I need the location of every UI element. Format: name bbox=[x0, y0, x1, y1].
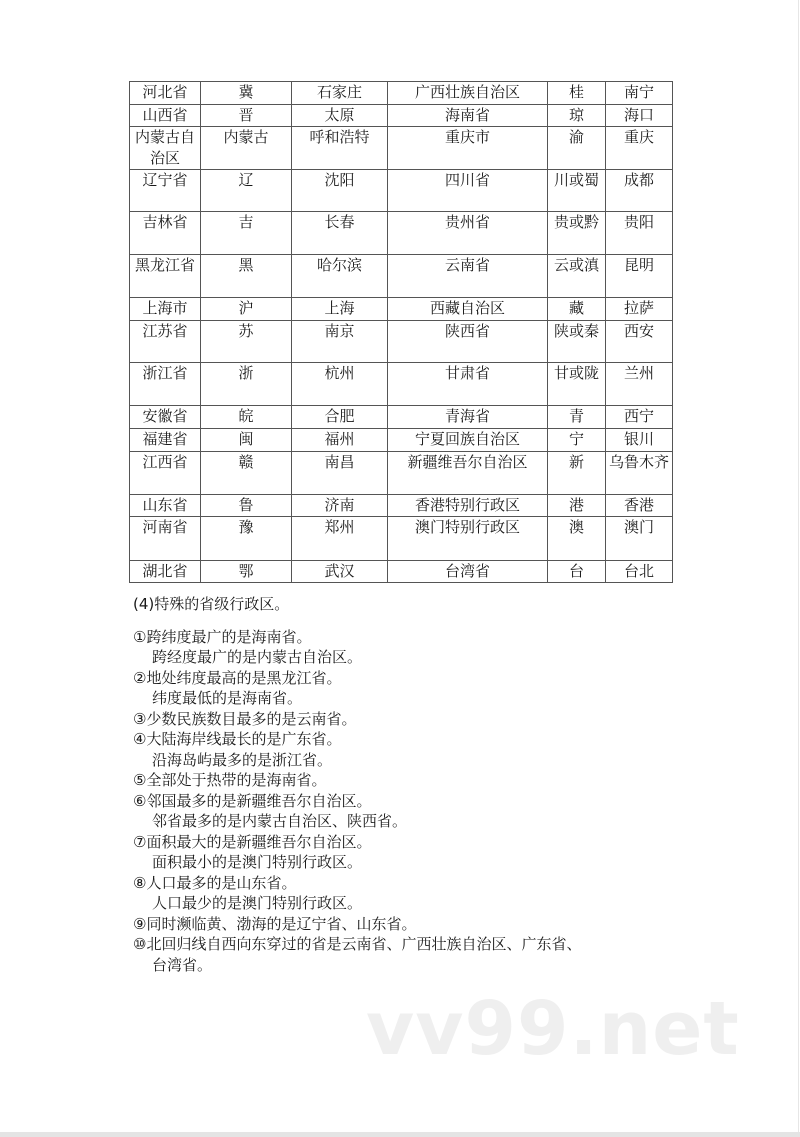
table-cell: 合肥 bbox=[292, 406, 388, 429]
table-cell: 川或蜀 bbox=[548, 170, 606, 212]
table-cell: 黑龙江省 bbox=[130, 255, 201, 298]
table-cell: 沪 bbox=[201, 298, 292, 321]
table-cell: 甘肃省 bbox=[388, 363, 548, 406]
table-cell: 闽 bbox=[201, 429, 292, 452]
table-cell: 宁夏回族自治区 bbox=[388, 429, 548, 452]
watermark: vv99.net bbox=[366, 986, 740, 1072]
table-cell: 广西壮族自治区 bbox=[388, 82, 548, 105]
table-cell: 桂 bbox=[548, 82, 606, 105]
list-item: ②地处纬度最高的是黑龙江省。 bbox=[133, 668, 342, 687]
table-cell: 拉萨 bbox=[606, 298, 673, 321]
section-heading: (4)特殊的省级行政区。 bbox=[133, 595, 290, 613]
table-cell: 杭州 bbox=[292, 363, 388, 406]
table-row bbox=[130, 363, 673, 406]
list-item: 人口最少的是澳门特别行政区。 bbox=[152, 894, 363, 912]
table-cell: 郑州 bbox=[292, 517, 388, 561]
table-cell: 冀 bbox=[201, 82, 292, 105]
table-row bbox=[130, 255, 673, 298]
special-provinces-section bbox=[133, 594, 693, 975]
table-row bbox=[130, 127, 673, 170]
table-cell: 贵州省 bbox=[388, 212, 548, 255]
table-cell: 陕西省 bbox=[388, 321, 548, 363]
list-item: 邻省最多的是内蒙古自治区、陕西省。 bbox=[152, 812, 408, 830]
table-cell: 太原 bbox=[292, 105, 388, 127]
list-item: 台湾省。 bbox=[152, 955, 213, 974]
table-cell: 陕或秦 bbox=[548, 321, 606, 363]
table-cell: 乌鲁木齐 bbox=[606, 452, 673, 495]
table-cell: 澳 bbox=[548, 517, 606, 561]
table-cell: 澳门 bbox=[606, 517, 673, 561]
table-cell: 苏 bbox=[201, 321, 292, 363]
table-cell: 内蒙古 bbox=[201, 127, 292, 170]
table-cell: 西安 bbox=[606, 321, 673, 363]
table-cell: 渝 bbox=[548, 127, 606, 170]
table-cell: 湖北省 bbox=[130, 561, 201, 583]
table-row bbox=[130, 170, 673, 212]
table-cell: 西宁 bbox=[606, 406, 673, 429]
list-item: ③少数民族数目最多的是云南省。 bbox=[133, 709, 357, 728]
table-row bbox=[130, 321, 673, 363]
table-cell: 皖 bbox=[201, 406, 292, 429]
table-cell: 辽宁省 bbox=[130, 170, 201, 212]
table-row bbox=[130, 517, 673, 561]
table-cell: 重庆 bbox=[606, 127, 673, 170]
table-cell: 南宁 bbox=[606, 82, 673, 105]
table-cell: 江苏省 bbox=[130, 321, 201, 363]
table-cell: 上海市 bbox=[130, 298, 201, 321]
table-cell: 新 bbox=[548, 452, 606, 495]
list-item: ④大陆海岸线最长的是广东省。 bbox=[133, 730, 342, 748]
table-cell: 赣 bbox=[201, 452, 292, 495]
table-cell: 呼和浩特 bbox=[292, 127, 388, 170]
table-cell: 福州 bbox=[292, 429, 388, 452]
table-cell: 黑 bbox=[201, 255, 292, 298]
list-item: 面积最小的是澳门特别行政区。 bbox=[152, 853, 363, 871]
table-cell: 河南省 bbox=[130, 517, 201, 561]
table-cell: 江西省 bbox=[130, 452, 201, 495]
table-row bbox=[130, 495, 673, 517]
table-cell: 重庆市 bbox=[388, 127, 548, 170]
table-cell: 内蒙古自治区 bbox=[130, 127, 201, 170]
table-cell: 台北 bbox=[606, 561, 673, 583]
table-row bbox=[130, 452, 673, 495]
table-cell: 哈尔滨 bbox=[292, 255, 388, 298]
table-row bbox=[130, 82, 673, 105]
table-cell: 青 bbox=[548, 406, 606, 429]
list-item: ⑨同时濒临黄、渤海的是辽宁省、山东省。 bbox=[133, 914, 417, 933]
table-cell: 河北省 bbox=[130, 82, 201, 105]
table-cell: 吉 bbox=[201, 212, 292, 255]
table-cell: 晋 bbox=[201, 105, 292, 127]
table-cell: 吉林省 bbox=[130, 212, 201, 255]
table-row bbox=[130, 212, 673, 255]
table-cell: 云南省 bbox=[388, 255, 548, 298]
table-cell: 藏 bbox=[548, 298, 606, 321]
table-cell: 兰州 bbox=[606, 363, 673, 406]
table-cell: 琼 bbox=[548, 105, 606, 127]
table-cell: 甘或陇 bbox=[548, 363, 606, 406]
table-cell: 福建省 bbox=[130, 429, 201, 452]
list-item: 纬度最低的是海南省。 bbox=[152, 689, 303, 707]
table-cell: 安徽省 bbox=[130, 406, 201, 429]
table-row bbox=[130, 429, 673, 452]
table-cell: 济南 bbox=[292, 495, 388, 517]
table-cell: 海口 bbox=[606, 105, 673, 127]
table-cell: 上海 bbox=[292, 298, 388, 321]
list-item: ⑥邻国最多的是新疆维吾尔自治区。 bbox=[133, 791, 372, 810]
table-row bbox=[130, 298, 673, 321]
table-cell: 云或滇 bbox=[548, 255, 606, 298]
table-cell: 香港 bbox=[606, 495, 673, 517]
list-item: ⑤全部处于热带的是海南省。 bbox=[133, 771, 327, 789]
table-cell: 长春 bbox=[292, 212, 388, 255]
list-item: 跨经度最广的是内蒙古自治区。 bbox=[152, 648, 363, 666]
table-cell: 港 bbox=[548, 495, 606, 517]
table-cell: 南昌 bbox=[292, 452, 388, 495]
table-cell: 浙江省 bbox=[130, 363, 201, 406]
table-cell: 石家庄 bbox=[292, 82, 388, 105]
table-cell: 辽 bbox=[201, 170, 292, 212]
list-item: ⑦面积最大的是新疆维吾尔自治区。 bbox=[133, 832, 372, 851]
table-cell: 新疆维吾尔自治区 bbox=[388, 452, 548, 495]
table-cell: 海南省 bbox=[388, 105, 548, 127]
table-row bbox=[130, 561, 673, 583]
list-item: ⑩北回归线自西向东穿过的省是云南省、广西壮族自治区、广东省、 bbox=[133, 935, 582, 953]
table-cell: 鲁 bbox=[201, 495, 292, 517]
list-item: ①跨纬度最广的是海南省。 bbox=[133, 627, 312, 646]
table-cell: 台 bbox=[548, 561, 606, 583]
table-cell: 豫 bbox=[201, 517, 292, 561]
table-cell: 宁 bbox=[548, 429, 606, 452]
table-cell: 浙 bbox=[201, 363, 292, 406]
table-cell: 山西省 bbox=[130, 105, 201, 127]
table-row bbox=[130, 406, 673, 429]
table-cell: 沈阳 bbox=[292, 170, 388, 212]
page-bottom-edge bbox=[0, 1132, 800, 1137]
table-cell: 昆明 bbox=[606, 255, 673, 298]
table-cell: 香港特别行政区 bbox=[388, 495, 548, 517]
table-cell: 青海省 bbox=[388, 406, 548, 429]
table-cell: 四川省 bbox=[388, 170, 548, 212]
table-cell: 成都 bbox=[606, 170, 673, 212]
table-cell: 西藏自治区 bbox=[388, 298, 548, 321]
table-cell: 贵或黔 bbox=[548, 212, 606, 255]
list-item: 沿海岛屿最多的是浙江省。 bbox=[152, 750, 333, 769]
table-cell: 银川 bbox=[606, 429, 673, 452]
table-cell: 武汉 bbox=[292, 561, 388, 583]
table-row bbox=[130, 105, 673, 127]
table-cell: 台湾省 bbox=[388, 561, 548, 583]
table-cell: 鄂 bbox=[201, 561, 292, 583]
table-body bbox=[130, 82, 673, 583]
table-cell: 山东省 bbox=[130, 495, 201, 517]
table-cell: 南京 bbox=[292, 321, 388, 363]
table-cell: 澳门特别行政区 bbox=[388, 517, 548, 561]
table-cell: 贵阳 bbox=[606, 212, 673, 255]
section-lines bbox=[133, 627, 693, 976]
list-item: ⑧人口最多的是山东省。 bbox=[133, 873, 297, 892]
province-abbreviation-table bbox=[129, 81, 673, 583]
